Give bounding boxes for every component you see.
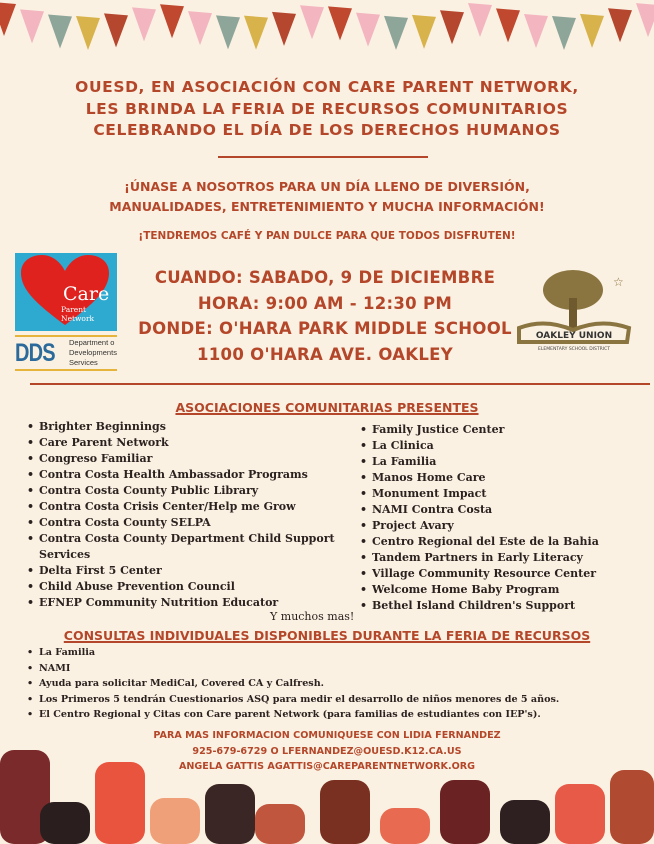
fist-shape (440, 780, 490, 844)
fist-shape (500, 800, 550, 844)
flyer-title (0, 77, 654, 142)
list-item: • Welcome Home Baby Program (358, 582, 648, 598)
bunting-flag (132, 7, 156, 41)
bunting-flag (440, 10, 464, 44)
list-item: • Los Primeros 5 tendrán Cuestionarios ASQ para medir el desarrollo de niños menores de 5 años. (25, 692, 645, 708)
fist-shape (610, 770, 654, 844)
section-divider (30, 383, 650, 385)
list-item: • La Familia (358, 454, 648, 470)
list-item: • Congreso Familiar (25, 451, 355, 467)
cafe-note: ¡TENDREMOS CAFÉ Y PAN DULCE PARA QUE TODOS DISFRUTEN! (138, 230, 516, 242)
list-item: • Manos Home Care (358, 470, 648, 486)
bunting-flag (468, 3, 492, 37)
fist-shape (320, 780, 370, 844)
fist-shape (555, 784, 605, 844)
bunting-flag (636, 3, 654, 37)
bunting-flag (580, 14, 604, 48)
list-item: • Centro Regional del Este de la Bahia (358, 534, 648, 550)
bunting-flag (496, 8, 520, 42)
svg-text:☆: ☆ (613, 275, 624, 289)
list-item: • Brighter Beginnings (25, 419, 355, 435)
list-item: • Contra Costa County SELPA (25, 515, 355, 531)
event-time: HORA: 9:00 AM - 12:30 PM (197, 293, 453, 313)
bunting-flag (356, 13, 380, 47)
raised-fists-decoration (0, 740, 654, 844)
list-item: • Delta First 5 Center (25, 563, 355, 579)
fist-shape (150, 798, 200, 844)
more-note: Y muchos mas! (270, 610, 355, 623)
list-item: • Tandem Partners in Early Literacy (358, 550, 648, 566)
oakley-union-logo: ☆ OAKLEY UNION ELEMENTARY SCHOOL DISTRICT (515, 268, 633, 358)
tree-book-icon (515, 268, 633, 358)
bunting-decoration (0, 0, 654, 70)
list-item: • El Centro Regional y Citas con Care parent Network (para familias de estudiantes con IEP's). (25, 707, 645, 723)
bunting-flag (272, 12, 296, 46)
list-item: • Bethel Island Children's Support (358, 598, 648, 614)
title-line: CELEBRANDO EL DÍA DE LOS DERECHOS HUMANOS (93, 121, 561, 139)
bunting-flag (48, 14, 72, 48)
bunting-flag (244, 16, 268, 50)
bunting-flag (160, 4, 184, 38)
bunting-flag (300, 5, 324, 39)
list-item: • NAMI (25, 661, 645, 677)
fist-shape (40, 802, 90, 844)
fist-shape (255, 804, 305, 844)
subheading (0, 177, 654, 217)
list-item: • Contra Costa County Public Library (25, 483, 355, 499)
fist-shape (95, 762, 145, 844)
list-item: • Contra Costa Health Ambassador Programs (25, 467, 355, 483)
list-item: • La Clinica (358, 438, 648, 454)
bunting-flag (552, 16, 576, 50)
partners-heading: ASOCIACIONES COMUNITARIAS PRESENTES (175, 400, 479, 415)
list-item: • La Familia (25, 645, 645, 661)
fist-shape (380, 808, 430, 844)
dds-logo: DDS Department o Developments Services (15, 335, 117, 371)
event-location: DONDE: O'HARA PARK MIDDLE SCHOOL (138, 319, 512, 338)
title-line: LES BRINDA LA FERIA DE RECURSOS COMUNITARIOS (85, 99, 569, 118)
bunting-flag (188, 11, 212, 45)
list-item: • EFNEP Community Nutrition Educator (25, 595, 355, 611)
bunting-flag (104, 13, 128, 47)
bunting-flag (412, 15, 436, 49)
bunting-flag (608, 8, 632, 42)
list-item: • Contra Costa County Department Child Support Services (25, 531, 355, 563)
fist-shape (205, 784, 255, 844)
bunting-flag (20, 9, 44, 43)
list-item: • Child Abuse Prevention Council (25, 579, 355, 595)
bunting-flag (76, 16, 100, 50)
contact-phone-email: 925-679-6729 O LFERNANDEZ@OUESD.K12.CA.US (192, 745, 462, 757)
subheading-line: ¡ÚNASE A NOSOTROS PARA UN DÍA LLENO DE DIVERSIÓN, (124, 179, 530, 194)
title-line: OUESD, EN ASOCIACIÓN CON CARE PARENT NETWORK, (75, 78, 579, 96)
event-date: CUANDO: SABADO, 9 DE DICIEMBRE (154, 268, 496, 287)
bunting-flag (384, 16, 408, 50)
contact-email: ANGELA GATTIS AGATTIS@CAREPARENTNETWORK.ORG (178, 761, 476, 772)
consultas-heading: CONSULTAS INDIVIDUALES DISPONIBLES DURANTE LA FERIA DE RECURSOS (63, 628, 591, 643)
list-item: • Ayuda para solicitar MediCal, Covered CA y Calfresh. (25, 676, 645, 692)
partners-list-right (358, 422, 648, 614)
title-divider (218, 156, 428, 158)
list-item: • Family Justice Center (358, 422, 648, 438)
bunting-flag (0, 2, 16, 36)
list-item: • NAMI Contra Costa (358, 502, 648, 518)
bunting-flag (328, 6, 352, 40)
bunting-flag (524, 14, 548, 48)
subheading-line: MANUALIDADES, ENTRETENIMIENTO Y MUCHA INFORMACIÓN! (109, 199, 545, 214)
contact-line: PARA MAS INFORMACION COMUNIQUESE CON LIDIA FERNANDEZ (153, 730, 501, 741)
consultas-list (25, 645, 645, 723)
list-item: • Village Community Resource Center (358, 566, 648, 582)
list-item: • Contra Costa Crisis Center/Help me Grow (25, 499, 355, 515)
partners-list-left (25, 419, 355, 611)
care-parent-network-logo: Care Parent Network (15, 253, 117, 331)
list-item: • Care Parent Network (25, 435, 355, 451)
list-item: • Project Avary (358, 518, 648, 534)
event-address: 1100 O'HARA AVE. OAKLEY (196, 344, 454, 364)
list-item: • Monument Impact (358, 486, 648, 502)
event-details (110, 265, 540, 367)
bunting-flag (216, 15, 240, 49)
